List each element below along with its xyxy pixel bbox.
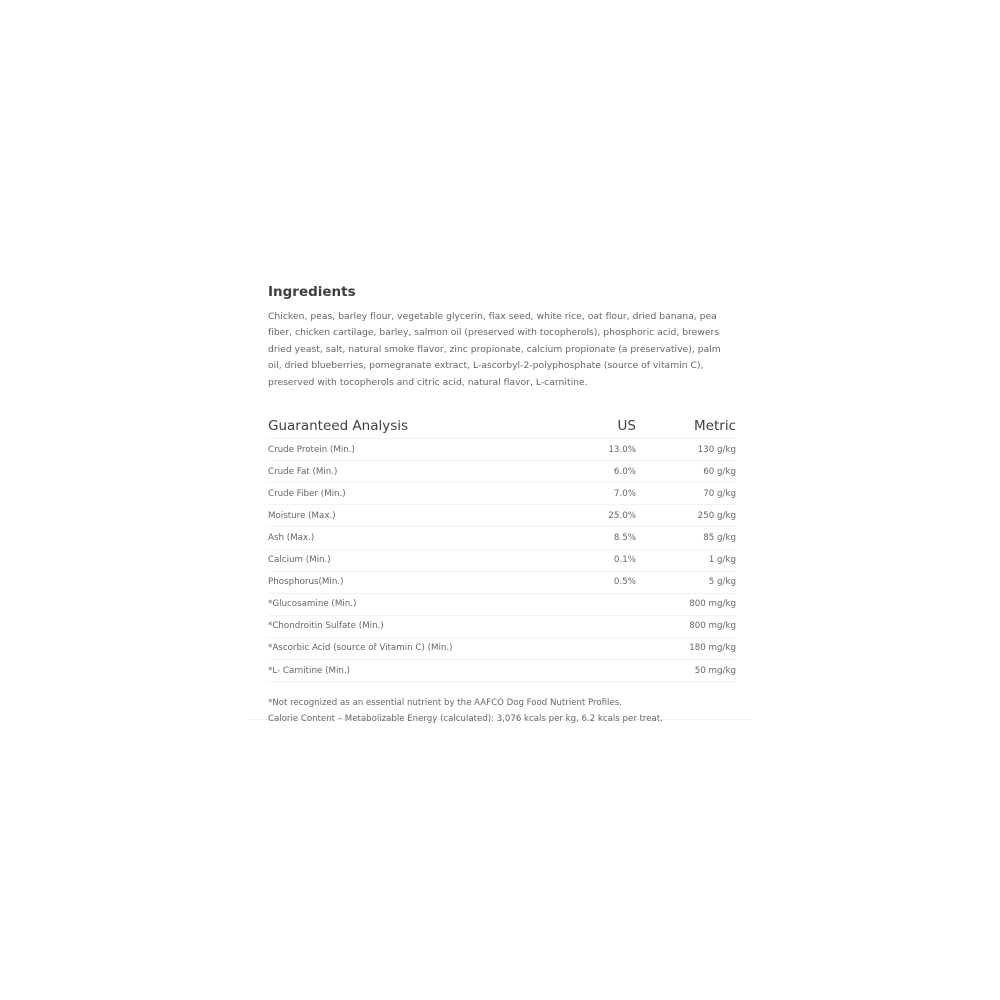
nutrient-name: *L- Carnitine (Min.) (268, 665, 351, 676)
metric-value: 1 g/kg (708, 555, 736, 566)
table-row (268, 572, 736, 594)
us-value: 6.0% (613, 466, 636, 477)
metric-value: 250 g/kg (697, 510, 736, 521)
metric-value: 800 mg/kg (689, 599, 736, 610)
metric-value: 5 g/kg (708, 577, 736, 588)
metric-value: 85 g/kg (703, 532, 736, 543)
metric-value: 60 g/kg (703, 466, 736, 477)
ingredients-text: Chicken, peas, barley flour, vegetable glycerin, flax seed, white rice, oat flour, dried banana, pea fiber, chicken cartilage, barley, salmon oil (preserved with tocopherols), phosphoric acid, brewers dried yeast, salt, natural smoke flavor, zinc propionate, calcium propionate (a preservative), palm oil, dried blueberries, pomegranate extract, L-ascorbyl-2-polyphosphate (source of vitamin C), preserved with tocopherols and citric acid, natural flavor, L-carnitine. (268, 311, 721, 388)
nutrition-content (268, 282, 736, 727)
nutrient-name: Moisture (Max.) (268, 510, 336, 521)
nutrient-name: *Chondroitin Sulfate (Min.) (268, 621, 384, 632)
metric-value: 50 mg/kg (694, 665, 736, 676)
analysis-header-row (268, 414, 736, 439)
us-value: 8.5% (613, 532, 636, 543)
us-value: 25.0% (608, 510, 636, 521)
ingredients-title: Ingredients (268, 284, 356, 300)
metric-value: 130 g/kg (697, 444, 736, 455)
table-row (268, 483, 736, 505)
table-row (268, 505, 736, 527)
notes (268, 695, 736, 727)
us-value: 0.1% (613, 555, 636, 566)
guaranteed-analysis-table (268, 414, 736, 682)
nutrient-name: Crude Fiber (Min.) (268, 488, 346, 499)
analysis-title: Guaranteed Analysis (268, 418, 409, 435)
metric-value: 180 mg/kg (689, 643, 736, 654)
table-row (268, 594, 736, 616)
metric-value: 800 mg/kg (689, 621, 736, 632)
table-row (268, 660, 736, 682)
us-value: 13.0% (608, 444, 636, 455)
table-row (268, 439, 736, 461)
nutrient-name: Calcium (Min.) (268, 555, 331, 566)
us-value: 7.0% (613, 488, 636, 499)
table-row (268, 638, 736, 660)
nutrient-name: *Glucosamine (Min.) (268, 599, 357, 610)
aafco-footnote: *Not recognized as an essential nutrient by the AAFCO Dog Food Nutrient Profiles. (268, 698, 622, 709)
nutrient-name: Ash (Max.) (268, 532, 315, 543)
us-column-header: US (617, 418, 636, 435)
table-row (268, 550, 736, 572)
nutrient-name: Crude Fat (Min.) (268, 466, 338, 477)
table-row (268, 461, 736, 483)
nutrient-name: *Ascorbic Acid (source of Vitamin C) (Min.) (268, 643, 453, 654)
us-value: 0.5% (613, 577, 636, 588)
nutrient-name: Phosphorus(Min.) (268, 577, 344, 588)
nutrient-name: Crude Protein (Min.) (268, 444, 355, 455)
calorie-content: Calorie Content – Metabolizable Energy (calculated): 3,076 kcals per kg, 6.2 kcals per treat. (268, 714, 663, 725)
table-row (268, 527, 736, 549)
metric-column-header: Metric (694, 418, 736, 435)
table-row (268, 616, 736, 638)
metric-value: 70 g/kg (703, 488, 736, 499)
